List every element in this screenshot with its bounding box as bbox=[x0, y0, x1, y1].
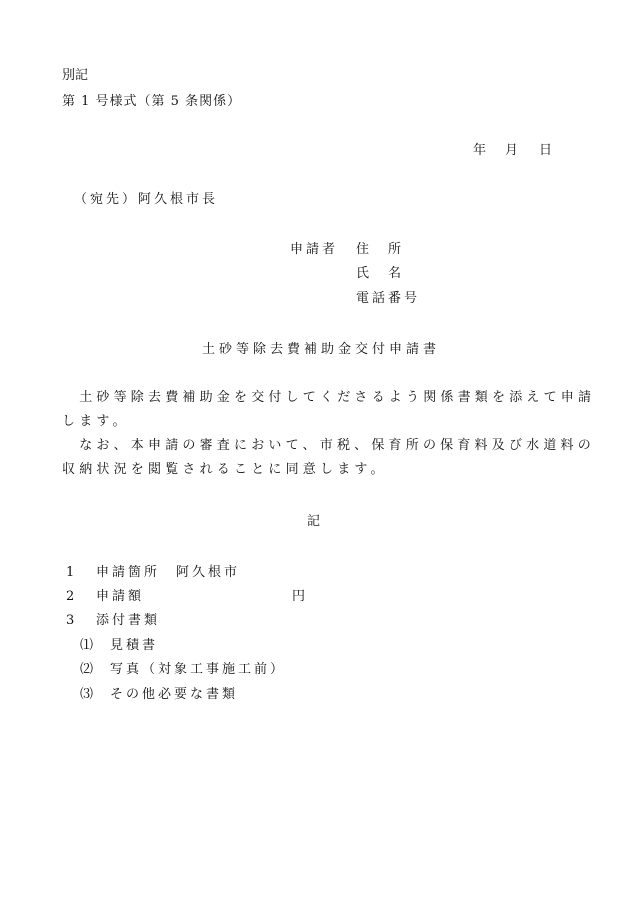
form-number: 第 1 号様式（第 5 条関係） bbox=[62, 94, 242, 109]
applicant-address-label: 住 所 bbox=[356, 242, 405, 257]
applicant-label: 申請者 bbox=[290, 242, 339, 257]
body-line-1: 土砂等除去費補助金を交付してくださるよう関係書類を添えて申請 bbox=[62, 390, 596, 405]
item-number: 1 bbox=[66, 565, 75, 580]
item-number: 3 bbox=[66, 613, 75, 628]
document-title: 土砂等除去費補助金交付申請書 bbox=[202, 342, 441, 357]
item-label: 添付書類 bbox=[96, 613, 161, 628]
date-day: 日 bbox=[539, 143, 553, 158]
applicant-phone-label: 電話番号 bbox=[356, 291, 421, 306]
item-value: 阿久根市 bbox=[176, 565, 241, 580]
attachment-label: その他必要な書類 bbox=[110, 687, 239, 702]
attachment-number: ⑵ bbox=[80, 662, 94, 677]
attachment-number: ⑴ bbox=[80, 638, 94, 653]
addressee: （宛先）阿久根市長 bbox=[74, 192, 219, 207]
item-value: 円 bbox=[292, 589, 306, 604]
applicant-name-label: 氏 名 bbox=[356, 266, 405, 281]
appendix-label: 別記 bbox=[62, 68, 89, 83]
body-line-2: します。 bbox=[62, 414, 130, 429]
date-month: 月 bbox=[505, 143, 519, 158]
attachment-number: ⑶ bbox=[80, 687, 94, 702]
item-label: 申請箇所 bbox=[96, 565, 161, 580]
ki-heading: 記 bbox=[307, 514, 321, 529]
attachment-label: 写真（対象工事施工前） bbox=[110, 662, 287, 677]
item-number: 2 bbox=[66, 589, 75, 604]
item-label: 申請額 bbox=[96, 589, 145, 604]
body-line-4: 収納状況を閲覧されることに同意します。 bbox=[62, 462, 388, 477]
date-year: 年 bbox=[473, 143, 487, 158]
body-line-3: なお、本申請の審査において、市税、保育所の保育料及び水道料の bbox=[62, 438, 595, 453]
attachment-label: 見積書 bbox=[110, 638, 159, 653]
